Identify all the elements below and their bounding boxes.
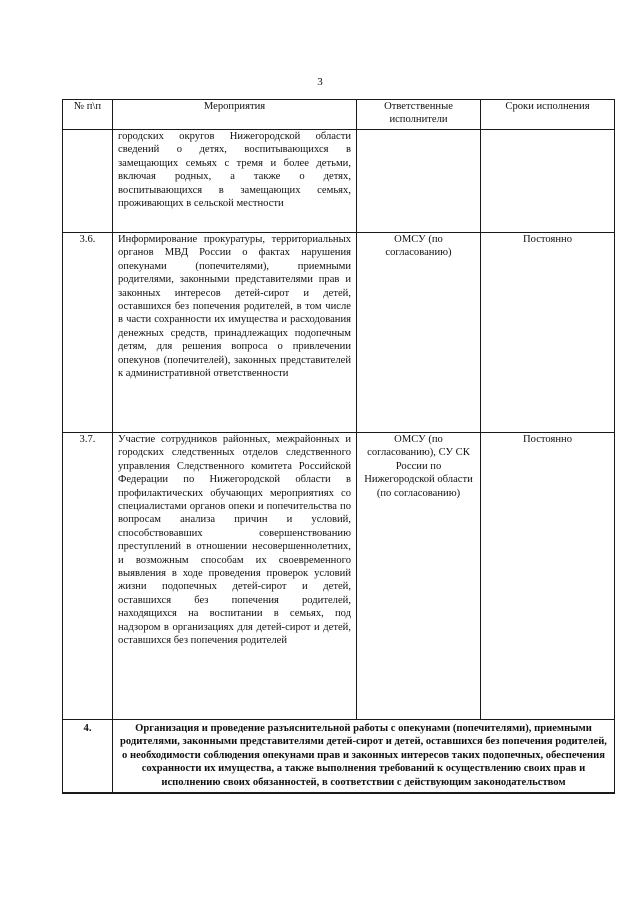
row-executors: ОМСУ (по согласованию), СУ СК России по Нижегородской области (по согласованию) bbox=[357, 433, 481, 720]
row-num: 3.7. bbox=[63, 433, 113, 720]
section-num: 4. bbox=[63, 720, 113, 794]
row-terms bbox=[481, 130, 615, 233]
measures-table bbox=[62, 99, 615, 794]
header-event: Мероприятия bbox=[113, 100, 357, 130]
header-num: № п\п bbox=[63, 100, 113, 130]
header-executors: Ответственные исполнители bbox=[357, 100, 481, 130]
page-number: 3 bbox=[317, 76, 323, 88]
row-executors bbox=[357, 130, 481, 233]
section-heading-row bbox=[63, 720, 615, 794]
table-row bbox=[63, 130, 615, 233]
row-terms: Постоянно bbox=[481, 233, 615, 433]
row-executors: ОМСУ (по согласованию) bbox=[357, 233, 481, 433]
row-num: 3.6. bbox=[63, 233, 113, 433]
section-title: Организация и проведение разъяснительной работы с опекунами (попечителями), приемными родителями, законными представителями детей-сирот и детей, оставшихся без попечения родителей, о необходимости соблюдения опекунами прав и законных интересов таких подопечных, обеспечения сохранности их имущества, а также выполнения требований к осуществлению своих прав и исполнению своих обязанностей, в соответствии с действующим законодательством bbox=[113, 720, 615, 794]
table-row bbox=[63, 233, 615, 433]
row-terms: Постоянно bbox=[481, 433, 615, 720]
row-num bbox=[63, 130, 113, 233]
header-terms: Сроки исполнения bbox=[481, 100, 615, 130]
table-row bbox=[63, 433, 615, 720]
row-event: Участие сотрудников районных, межрайонных и городских следственных отделов следственного управления Следственного комитета Российской Федерации по Нижегородской области в профилактических обучающих мероприятиях со специалистами органов опеки и попечительства по вопросам анализа причин и условий, способствовавших совершенствованию преступлений в отношении несовершеннолетних, и возможным способам их своевременного выявления в ходе проведения проверок условий жизни подопечных детей-сирот и детей, оставшихся без попечения родителей, находящихся на воспитании в семьях, под надзором в организациях для детей-сирот и детей, оставшихся без попечения родителей bbox=[113, 433, 357, 720]
table-header-row bbox=[63, 100, 615, 130]
row-event: городских округов Нижегородской области сведений о детях, воспитывающихся в замещающих семьях с тремя и более детьми, включая родных, а также о детях, воспитывающихся в замещающих семьях, проживающих в сельской местности bbox=[113, 130, 357, 233]
row-event: Информирование прокуратуры, территориальных органов МВД России о фактах нарушения опекунами (попечителями), приемными родителями, законными представителями прав и законных интересов детей-сирот и детей, оставшихся без попечения родителей, в том числе в части сохранности их имущества и расходования денежных средств, принадлежащих подопечным детям, для решения вопроса о привлечении опекунов (попечителей), законных представителей к административной ответственности bbox=[113, 233, 357, 433]
